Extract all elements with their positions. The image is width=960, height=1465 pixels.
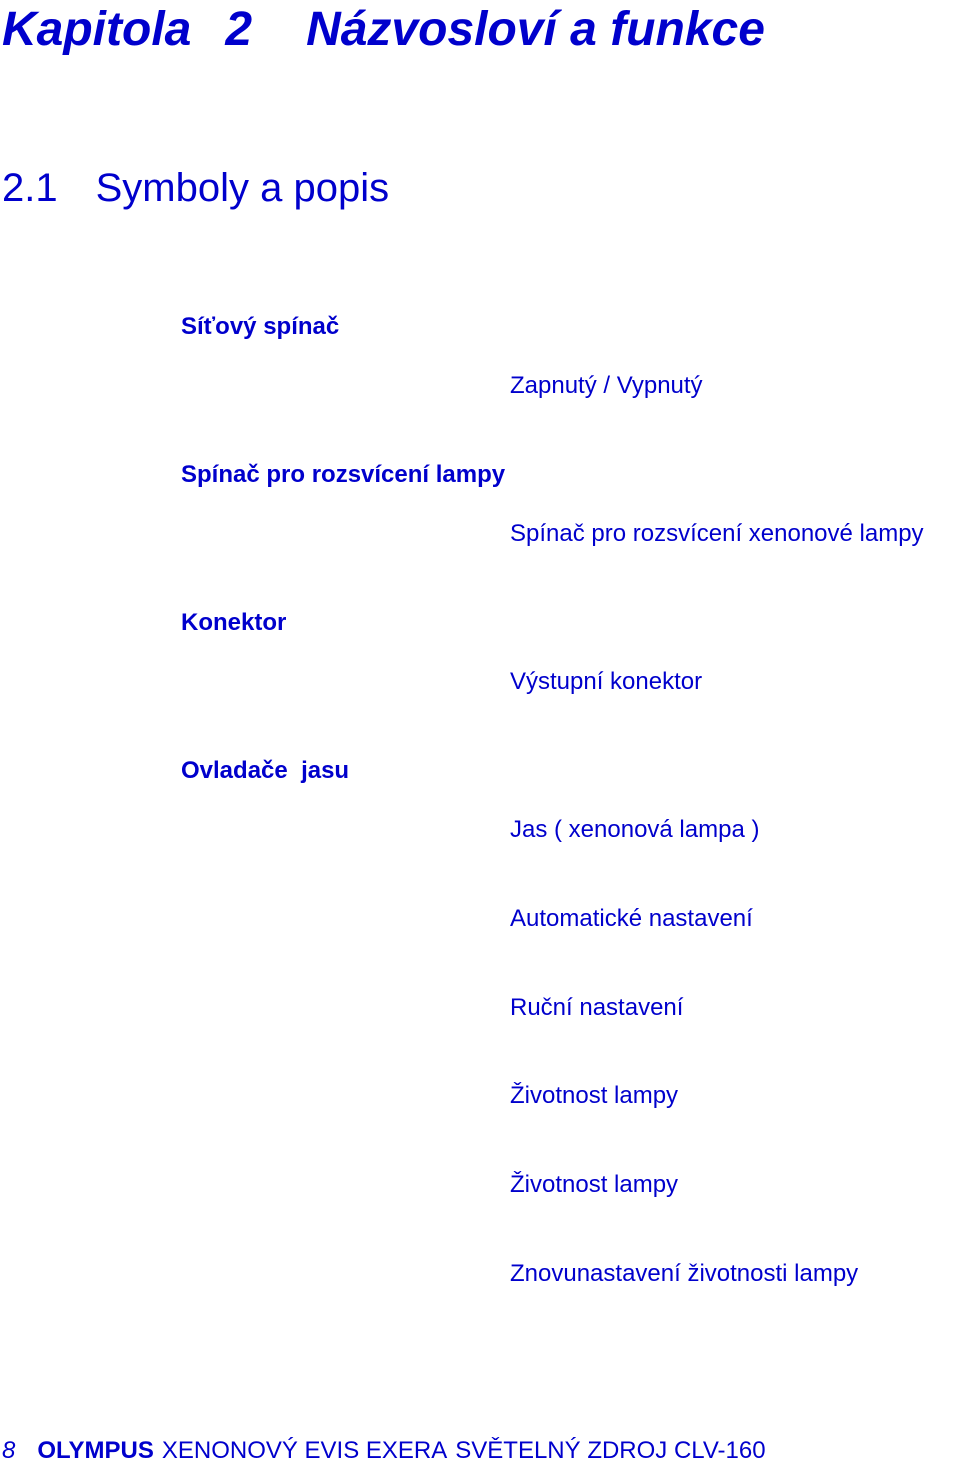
footer-product: XENONOVÝ EVIS EXERA (161, 1437, 448, 1464)
chapter-title (2, 2, 765, 58)
group-heading-brightness-controls: Ovladače jasu (181, 757, 350, 784)
symbol-item-manual-setting: Ruční nastavení (510, 994, 684, 1021)
footer-brand: OLYMPUS (37, 1437, 154, 1464)
chapter-name: Názvosloví a funkce (306, 3, 765, 56)
footer-subtitle: SVĚTELNÝ ZDROJ CLV-160 (455, 1437, 766, 1464)
symbol-item-xenon-lamp-switch: Spínač pro rozsvícení xenonové lampy (510, 520, 924, 547)
footer-page-number: 8 (2, 1437, 16, 1464)
group-heading-connector: Konektor (181, 609, 287, 636)
group-heading-lamp-switch: Spínač pro rozsvícení lampy (181, 461, 506, 488)
symbol-item-on-off: Zapnutý / Vypnutý (510, 372, 703, 399)
section-number: 2.1 (2, 166, 58, 210)
symbol-item-lamp-life-1: Životnost lampy (510, 1082, 679, 1109)
chapter-label: Kapitola (2, 3, 192, 56)
symbol-item-lamp-life-reset: Znovunastavení životnosti lampy (510, 1260, 859, 1287)
chapter-number: 2 (225, 3, 253, 56)
group-heading-power-switch: Síťový spínač (181, 313, 340, 340)
symbol-item-brightness-xenon: Jas ( xenonová lampa ) (510, 816, 760, 843)
symbol-item-lamp-life-2: Životnost lampy (510, 1171, 679, 1198)
page-footer (2, 1437, 766, 1465)
section-name: Symboly a popis (95, 166, 390, 210)
symbol-item-automatic-setting: Automatické nastavení (510, 905, 753, 932)
symbol-item-output-connector: Výstupní konektor (510, 668, 703, 695)
section-title (2, 165, 389, 211)
